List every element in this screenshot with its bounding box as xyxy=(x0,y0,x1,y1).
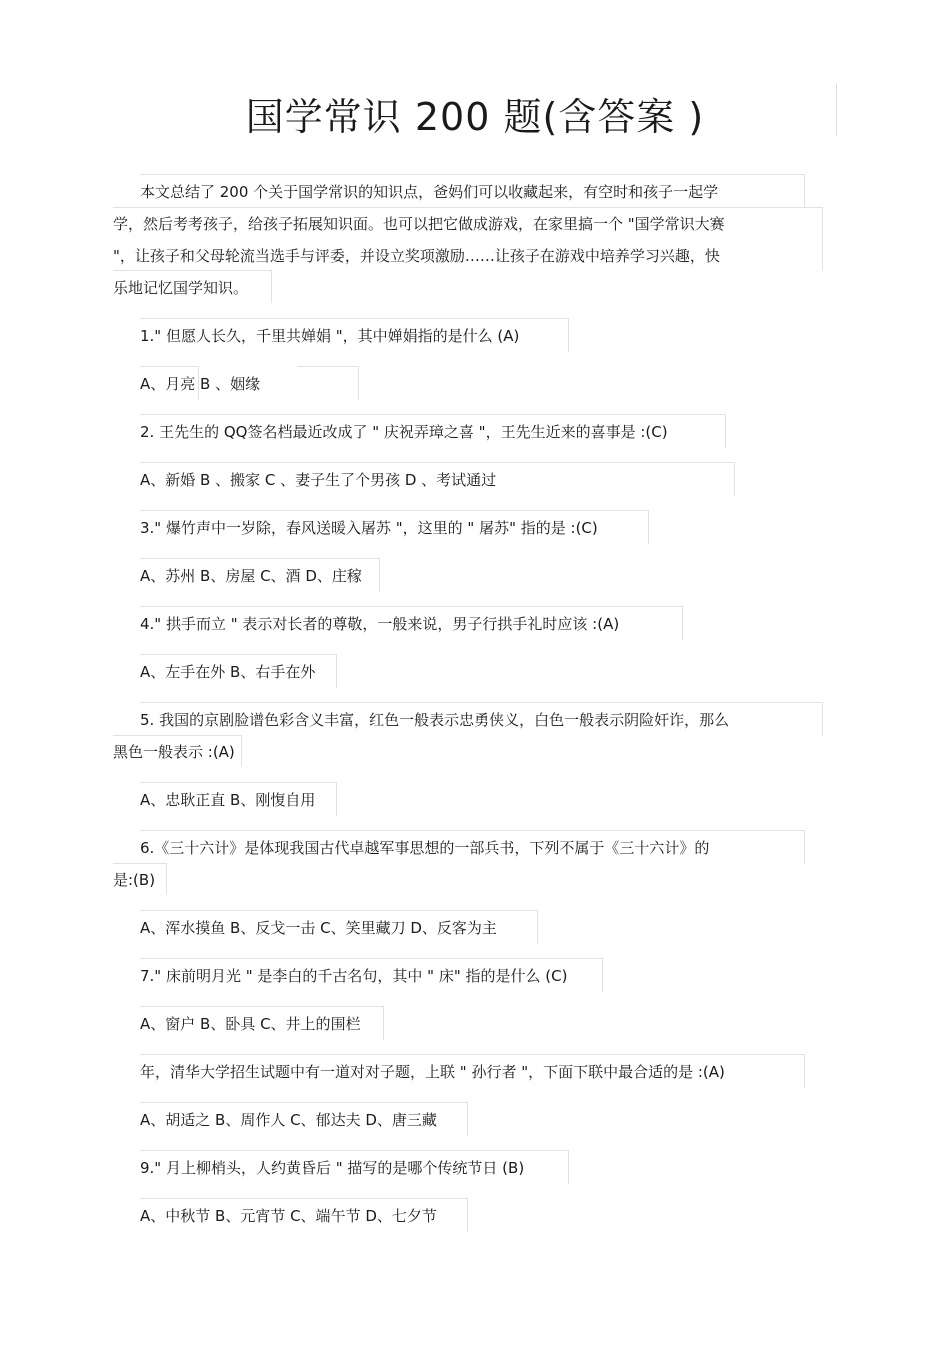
question-7: 7." 床前明月光 " 是李白的千古名句，其中 " 床" 指的是什么 (C) xyxy=(140,967,568,985)
question-3: 3." 爆竹声中一岁除，春风送暖入屠苏 "，这里的 " 屠苏" 指的是 :(C) xyxy=(140,519,598,537)
intro-line-4: 乐地记忆国学知识。 xyxy=(113,279,249,297)
options-5: A、忠耿正直 B、刚愎自用 xyxy=(140,791,316,809)
options-4: A、左手在外 B、右手在外 xyxy=(140,663,316,681)
options-2: A、新婚 B 、搬家 C 、妻子生了个男孩 D 、考试通过 xyxy=(140,471,497,489)
options-7: A、窗户 B、卧具 C、井上的围栏 xyxy=(140,1015,361,1033)
question-9: 9." 月上柳梢头，人约黄昏后 " 描写的是哪个传统节日 (B) xyxy=(140,1159,525,1177)
question-5-line-2: 黑色一般表示 :(A) xyxy=(113,743,235,761)
question-6-line-2: 是:(B) xyxy=(113,871,156,889)
page-title: 国学常识 200 题(含答案 ) xyxy=(245,95,705,139)
question-4: 4." 拱手而立 " 表示对长者的尊敬，一般来说，男子行拱手礼时应该 :(A) xyxy=(140,615,620,633)
question-2: 2. 王先生的 QQ签名档最近改成了 " 庆祝弄璋之喜 "，王先生近来的喜事是 :(C) xyxy=(140,423,668,441)
question-6-line-1: 6.《三十六计》是体现我国古代卓越军事思想的一部兵书，下列不属于《三十六计》的 xyxy=(140,839,710,857)
options-9: A、中秋节 B、元宵节 C、端午节 D、七夕节 xyxy=(140,1207,437,1225)
question-5-line-1: 5. 我国的京剧脸谱色彩含义丰富，红色一般表示忠勇侠义，白色一般表示阴险奸诈，那么 xyxy=(140,711,730,729)
options-1: A、月亮 B 、姻缘 xyxy=(140,375,261,393)
options-3: A、苏州 B、房屋 C、酒 D、庄稼 xyxy=(140,567,362,585)
question-8: 年，清华大学招生试题中有一道对对子题，上联 " 孙行者 "，下面下联中最合适的是 :(A) xyxy=(140,1063,725,1081)
intro-line-2: 学，然后考考孩子，给孩子拓展知识面。也可以把它做成游戏，在家里搞一个 "国学常识大赛 xyxy=(113,215,725,233)
options-8: A、胡适之 B、周作人 C、郁达夫 D、唐三藏 xyxy=(140,1111,437,1129)
options-6: A、浑水摸鱼 B、反戈一击 C、笑里藏刀 D、反客为主 xyxy=(140,919,497,937)
title-divider xyxy=(836,84,837,136)
question-1: 1." 但愿人长久，千里共婵娟 "，其中婵娟指的是什么 (A) xyxy=(140,327,520,345)
intro-line-1: 本文总结了 200 个关于国学常识的知识点，爸妈们可以收藏起来，有空时和孩子一起学 xyxy=(140,183,719,201)
intro-line-3: "，让孩子和父母轮流当选手与评委，并设立奖项激励……让孩子在游戏中培养学习兴趣，快 xyxy=(113,247,720,265)
q1-options-frame-b xyxy=(298,366,359,400)
